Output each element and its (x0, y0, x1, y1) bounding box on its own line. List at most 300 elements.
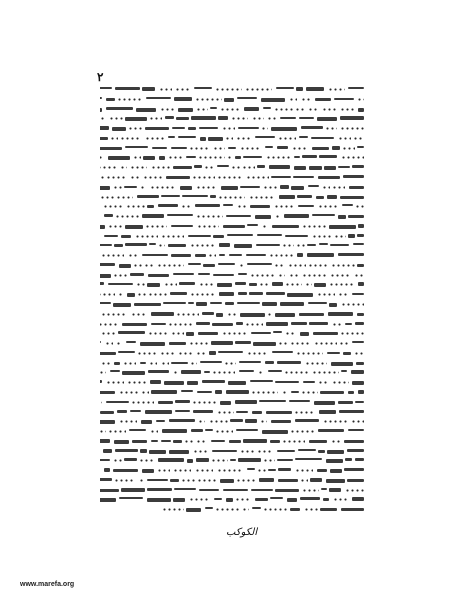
ink-word (333, 496, 348, 503)
ink-word (168, 154, 184, 161)
ink-word (100, 274, 111, 278)
ink-word (100, 154, 104, 161)
ink-word (113, 303, 131, 307)
ink-word (250, 205, 270, 208)
ink-word (239, 262, 245, 269)
ink-word (219, 254, 225, 256)
manuscript-line (100, 457, 364, 464)
ink-word (259, 478, 274, 482)
ink-word (199, 127, 218, 129)
ink-word (140, 342, 165, 346)
ink-word (104, 468, 110, 472)
ink-word (247, 468, 255, 470)
ink-word (214, 498, 222, 500)
ink-word (294, 409, 315, 416)
ink-word (341, 508, 364, 511)
ink-word (262, 302, 277, 306)
ink-word (296, 242, 305, 249)
ink-word (247, 350, 268, 357)
ink-word (112, 127, 126, 131)
ink-word (100, 439, 110, 443)
ink-word (131, 399, 154, 406)
ink-word (358, 108, 364, 112)
ink-word (167, 214, 193, 216)
ink-word (326, 459, 343, 463)
ink-word (174, 488, 196, 490)
ink-word (285, 235, 308, 237)
ink-word (266, 292, 285, 295)
ink-word (137, 350, 158, 357)
ink-word (352, 165, 364, 168)
manuscript-line (100, 496, 364, 503)
ink-word (314, 340, 337, 347)
ink-word (328, 86, 345, 93)
ink-word (140, 362, 146, 364)
ink-word (342, 204, 353, 206)
ink-word (142, 469, 154, 473)
ink-word (316, 196, 324, 199)
ink-word (252, 115, 264, 122)
manuscript-line (100, 311, 364, 318)
manuscript-line (100, 233, 364, 240)
ink-word (118, 291, 124, 298)
footer-url: www.marefa.org (20, 581, 75, 588)
ink-word (109, 115, 123, 122)
ink-word (173, 369, 179, 376)
ink-word (108, 223, 122, 230)
ink-word (251, 332, 271, 334)
ink-word (100, 411, 114, 414)
ink-word (348, 87, 364, 89)
ink-word (143, 156, 155, 160)
ink-word (358, 282, 364, 286)
manuscript-line (100, 242, 364, 249)
ink-word (275, 313, 295, 317)
ink-word (204, 371, 210, 373)
ink-word (139, 477, 145, 484)
ink-word (236, 135, 252, 142)
ink-word (279, 195, 295, 199)
ink-word (113, 457, 122, 464)
ink-word (182, 195, 208, 197)
ink-word (339, 340, 348, 347)
ink-word (217, 165, 229, 167)
ink-word (356, 362, 364, 365)
ink-word (239, 361, 261, 363)
ink-word (237, 302, 260, 304)
ink-word (326, 479, 345, 483)
manuscript-line (100, 428, 364, 435)
ink-word (100, 341, 101, 343)
ink-word (100, 115, 106, 122)
ink-word (228, 381, 246, 385)
ink-word (121, 488, 145, 492)
ink-word (290, 340, 310, 347)
ink-word (117, 96, 142, 103)
ink-word (163, 302, 186, 304)
ink-word (343, 175, 364, 178)
ink-word (352, 341, 364, 343)
ink-word (225, 302, 234, 305)
ink-word (244, 107, 259, 111)
ink-word (338, 135, 351, 142)
ink-word (115, 87, 140, 90)
ink-word (196, 350, 205, 357)
folio-number: ٢ (97, 70, 104, 84)
ink-word (231, 164, 240, 171)
ink-word (196, 458, 209, 462)
ink-word (341, 301, 364, 308)
ink-word (351, 370, 364, 374)
ink-word (134, 303, 161, 306)
ink-word (274, 106, 293, 113)
ink-word (348, 429, 364, 431)
manuscript-line (100, 291, 364, 298)
ink-word (304, 506, 318, 513)
ink-word (308, 106, 319, 113)
ink-word (100, 428, 106, 435)
ink-word (289, 272, 298, 279)
ink-word (266, 154, 292, 161)
ink-word (237, 203, 247, 210)
manuscript-line (100, 379, 364, 386)
ink-word (229, 440, 241, 443)
ink-word (100, 478, 112, 481)
ink-word (213, 235, 224, 238)
ink-word (289, 96, 297, 103)
ink-word (355, 322, 364, 325)
ink-word (302, 272, 326, 279)
ink-word (106, 401, 129, 403)
ink-word (291, 186, 304, 190)
ink-word (151, 390, 177, 394)
catchword: الكوكب (226, 527, 258, 538)
ink-word (149, 243, 156, 245)
ink-word (308, 302, 327, 304)
ink-word (175, 86, 190, 93)
ink-word (357, 234, 364, 237)
ink-word (343, 352, 351, 355)
ink-word (340, 116, 364, 120)
ink-word (127, 379, 146, 386)
manuscript-line (100, 184, 364, 191)
manuscript-line (100, 96, 364, 103)
ink-word (274, 203, 294, 210)
ink-word (290, 428, 316, 435)
ink-word (299, 313, 324, 316)
ink-word (115, 213, 140, 220)
ink-word (226, 498, 233, 502)
ink-word (123, 360, 136, 367)
ink-word (100, 194, 114, 201)
ink-word (171, 330, 184, 337)
ink-word (255, 136, 275, 138)
ink-word (277, 459, 293, 461)
ink-word (195, 204, 220, 207)
ink-word (100, 263, 115, 266)
ink-word (213, 145, 225, 152)
ink-word (100, 330, 115, 337)
ink-word (199, 489, 219, 491)
ink-word (278, 340, 287, 347)
ink-word (224, 98, 234, 102)
ink-word (147, 205, 154, 208)
ink-word (240, 145, 261, 152)
ink-word (293, 176, 314, 178)
ink-word (320, 391, 344, 394)
ink-word (255, 498, 268, 501)
ink-word (195, 254, 206, 257)
ink-word (236, 477, 257, 484)
manuscript-line (100, 487, 364, 494)
ink-word (186, 332, 194, 336)
ink-word (149, 360, 157, 367)
ink-word (275, 381, 299, 383)
ink-word (294, 166, 306, 170)
ink-word (313, 332, 338, 335)
ink-word (268, 370, 282, 372)
ink-word (329, 303, 337, 307)
ink-word (230, 419, 243, 422)
manuscript-line (100, 174, 364, 181)
ink-word (164, 281, 177, 288)
ink-word (147, 283, 160, 287)
ink-word (275, 213, 281, 220)
manuscript-line (100, 350, 364, 357)
ink-word (194, 165, 202, 168)
ink-word (202, 380, 225, 383)
ink-word (188, 235, 211, 237)
ink-word (200, 361, 222, 363)
ink-word (120, 164, 127, 171)
ink-word (189, 145, 210, 152)
manuscript-line (100, 506, 364, 513)
ink-word (197, 391, 212, 393)
ink-word (160, 106, 175, 113)
ink-word (247, 263, 272, 265)
ink-word (317, 291, 335, 298)
ink-word (357, 313, 364, 316)
ink-word (171, 254, 191, 257)
ink-word (114, 362, 120, 365)
ink-word (341, 154, 364, 161)
ink-word (238, 127, 259, 129)
ink-word (113, 469, 138, 472)
ink-word (240, 186, 260, 188)
ink-word (208, 137, 223, 141)
ink-word (173, 273, 194, 275)
ink-word (178, 136, 196, 138)
ink-word (284, 369, 308, 376)
ink-word (332, 184, 345, 191)
ink-word (340, 196, 364, 199)
ink-word (100, 137, 108, 140)
ink-word (208, 252, 216, 259)
ink-word (222, 125, 235, 132)
ink-word (329, 281, 355, 288)
ink-word (277, 146, 288, 149)
ink-word (347, 449, 364, 452)
ink-word (133, 262, 142, 269)
ink-word (161, 233, 184, 240)
ink-word (121, 235, 131, 238)
ink-word (223, 225, 245, 228)
ink-word (150, 184, 176, 191)
ink-word (338, 401, 353, 404)
ink-word (100, 291, 115, 298)
ink-word (161, 360, 169, 367)
ink-word (142, 254, 168, 256)
ink-word (321, 488, 327, 490)
ink-word (314, 401, 335, 405)
ink-word (308, 185, 319, 187)
ink-word (140, 184, 146, 191)
ink-word (265, 361, 274, 364)
ink-word (131, 311, 147, 318)
manuscript-line (100, 164, 364, 171)
ink-word (179, 282, 195, 285)
ink-word (110, 370, 120, 372)
ink-word (171, 147, 187, 149)
ink-word (100, 420, 115, 424)
manuscript-line (100, 399, 364, 406)
ink-word (189, 496, 210, 503)
ink-word (100, 126, 109, 130)
ink-word (110, 135, 118, 142)
ink-word (196, 322, 210, 325)
manuscript-line (100, 262, 364, 269)
ink-word (330, 469, 342, 473)
ink-word (268, 469, 276, 471)
ink-word (164, 381, 184, 385)
manuscript-line (100, 106, 364, 113)
ink-word (282, 242, 294, 249)
ink-word (181, 370, 201, 374)
ink-word (145, 410, 172, 414)
ink-word (246, 254, 266, 256)
ink-word (282, 389, 288, 396)
ink-word (100, 302, 111, 304)
ink-word (190, 360, 197, 367)
manuscript-line (100, 467, 364, 474)
ink-word (236, 411, 248, 413)
ink-word (186, 156, 196, 158)
ink-word (348, 215, 364, 218)
ink-word (100, 369, 106, 376)
ink-word (198, 418, 205, 425)
manuscript-line (100, 360, 364, 367)
manuscript-line (100, 115, 364, 122)
ink-word (235, 282, 246, 285)
ink-word (351, 418, 364, 425)
ink-word (312, 214, 335, 216)
ink-word (175, 400, 190, 403)
manuscript-line (100, 448, 364, 455)
ink-word (277, 361, 301, 364)
ink-word (245, 321, 263, 328)
ink-word (176, 311, 199, 318)
ink-word (240, 313, 265, 317)
ink-word (325, 125, 337, 132)
ink-word (216, 313, 223, 317)
ink-word (305, 281, 312, 288)
ink-word (115, 449, 138, 452)
ink-word (125, 225, 143, 229)
ink-word (261, 98, 285, 102)
ink-word (194, 87, 212, 89)
ink-word (277, 450, 295, 452)
ink-word (146, 97, 171, 99)
ink-word (101, 252, 124, 259)
ink-word (181, 390, 193, 392)
ink-word (309, 322, 328, 325)
ink-word (124, 186, 137, 188)
ink-word (160, 350, 176, 357)
ink-word (199, 281, 213, 288)
ink-word (271, 420, 291, 423)
ink-word (100, 108, 102, 112)
ink-word (309, 166, 322, 170)
ink-word (267, 311, 273, 318)
ink-word (100, 321, 119, 328)
ink-word (100, 97, 102, 99)
ink-word (217, 409, 234, 416)
ink-word (130, 164, 147, 171)
ink-word (230, 459, 236, 461)
ink-word (212, 369, 235, 376)
ink-word (284, 214, 309, 218)
ink-word (173, 498, 185, 502)
manuscript-line (100, 418, 364, 425)
ink-word (171, 362, 188, 364)
ink-word (130, 273, 144, 276)
ink-word (147, 488, 172, 491)
ink-word (226, 215, 251, 217)
ink-word (220, 106, 240, 113)
ink-word (300, 332, 309, 336)
ink-word (275, 489, 299, 492)
ink-word (278, 272, 285, 279)
ink-word (249, 283, 257, 286)
ink-word (181, 203, 192, 210)
ink-word (311, 137, 334, 139)
ink-word (210, 195, 216, 198)
ink-word (128, 125, 142, 132)
ink-word (159, 86, 172, 93)
ink-word (188, 302, 194, 304)
ink-word (229, 254, 242, 256)
ink-word (312, 147, 329, 150)
ink-word (198, 332, 218, 335)
ink-word (327, 195, 337, 199)
ink-word (318, 450, 325, 453)
ink-word (330, 244, 349, 246)
ink-word (205, 507, 213, 509)
ink-word (291, 391, 299, 393)
ink-word (212, 450, 237, 452)
ink-word (347, 479, 364, 482)
ink-word (329, 225, 356, 229)
ink-word (258, 369, 264, 376)
ink-word (352, 497, 364, 501)
ink-word (180, 186, 192, 190)
ink-word (203, 264, 215, 267)
ink-word (327, 450, 344, 454)
ink-word (342, 145, 355, 152)
ink-word (173, 440, 182, 443)
ink-word (165, 116, 174, 119)
ink-word (171, 225, 193, 227)
